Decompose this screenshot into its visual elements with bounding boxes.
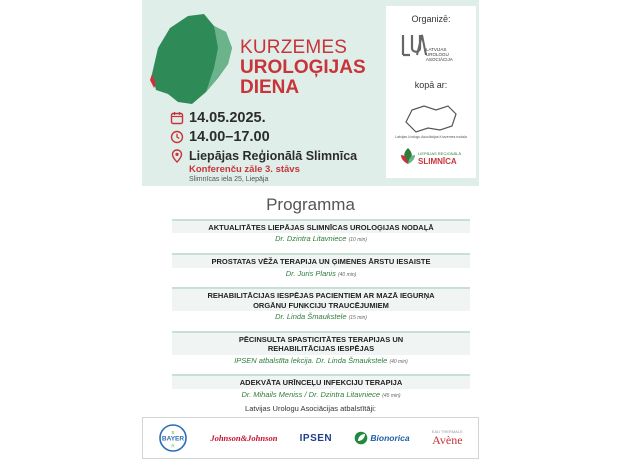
session-duration: (40 min) — [389, 358, 408, 365]
bionorica-logo — [354, 431, 409, 445]
svg-text:B: B — [171, 430, 175, 435]
bayer-logo — [158, 423, 188, 453]
bionorica-text: Bionorica — [370, 433, 410, 443]
title-line-3: DIENA — [240, 77, 300, 98]
session-speaker-row — [172, 233, 470, 246]
bionorica-leaf-icon — [354, 431, 368, 445]
session-duration: (45 min) — [382, 392, 401, 399]
session-title: PROSTATAS VĒŽA TERAPIJA UN ĢIMENES ĀRSTU IESAISTE — [172, 255, 470, 267]
session-speaker-row — [172, 268, 470, 281]
event-place-row — [170, 149, 357, 163]
program-sessions — [172, 219, 470, 408]
session-speaker-row — [172, 355, 470, 368]
event-time: 14.00–17.00 — [189, 129, 270, 145]
session-duration: (10 min) — [348, 237, 367, 244]
session-speaker: IPSEN atbalstīta lekcija. Dr. Linda Šmaukstele — [234, 355, 388, 365]
bayer-cross-icon — [158, 423, 188, 453]
session-title: PĒCINSULTA SPASTICITĀTES TERAPIJAS UN REHABILITĀCIJAS IESPĒJAS — [172, 333, 470, 355]
program-session — [172, 219, 470, 246]
hospital-logo-icon — [398, 146, 418, 166]
hospital-line-1: LIEPĀJAS REĢIONĀLĀ — [418, 151, 462, 156]
poster-header — [142, 0, 479, 186]
bayer-text: BAYER — [162, 435, 185, 443]
lv-caption: Latvijas Urologu Asociācijas Kurzemes nodaļa — [395, 135, 467, 139]
organize-label: Organizē: — [411, 14, 451, 24]
jnj-text: Johnson&Johnson — [210, 433, 278, 443]
session-speaker-row — [172, 389, 470, 402]
clock-icon — [170, 130, 184, 144]
supporters-logos — [142, 417, 479, 459]
program-session — [172, 374, 470, 401]
program-session — [172, 253, 470, 280]
session-title: AKTUALITĀTES LIEPĀJAS SLIMNĪCAS UROLOĢIJAS NODAĻĀ — [172, 221, 470, 233]
kurzeme-map-graphic — [148, 8, 238, 108]
event-date-row — [170, 110, 266, 126]
latvia-map-logo-icon — [395, 100, 467, 140]
together-label: kopā ar: — [414, 80, 448, 90]
session-speaker: Dr. Juris Planis — [285, 268, 336, 278]
program-title: Programma — [266, 195, 355, 214]
avene-logo — [432, 430, 463, 446]
session-speaker: Dr. Mihails Meniss / Dr. Dzintra Litavniece — [241, 389, 381, 399]
program-session — [172, 287, 470, 324]
avene-small-text: EAU THERMALE — [431, 429, 463, 434]
session-duration: (40 min) — [337, 271, 357, 278]
lua-logo-icon — [400, 32, 426, 58]
event-date: 14.05.2025. — [189, 110, 266, 126]
session-title: ADEKVĀTA URĪNCEĻU INFEKCIJU TERAPIJA — [172, 376, 470, 388]
session-title: REHABILITĀCIJAS IESPĒJAS PACIENTIEM AR MAZĀ IEGURŅA ORGĀNU FUNKCIJU TRAUCĒJUMIEM — [172, 289, 470, 311]
event-time-row — [170, 129, 270, 145]
session-duration: (15 min) — [348, 315, 367, 321]
organizers-panel — [386, 6, 476, 178]
ipsen-text: IPSEN — [299, 432, 333, 444]
svg-text:R: R — [171, 443, 175, 449]
session-speaker: Dr. Dzintra Litavniece — [275, 234, 347, 244]
title-line-2: UROLOĢIJAS — [240, 57, 366, 78]
event-room: Konferenču zāle 3. stāvs — [189, 164, 300, 175]
lua-name: LATVIJAS UROLOGU ASOCIĀCIJA — [426, 47, 453, 62]
avene-text: Avène — [432, 433, 463, 447]
session-speaker: Dr. Linda Šmaukstele — [275, 312, 347, 321]
supporters-label: Latvijas Urologu Asociācijas atbalstītāji: — [245, 404, 376, 413]
event-place: Liepājas Reģionālā Slimnīca — [189, 149, 358, 163]
program-session — [172, 331, 470, 368]
jnj-logo — [210, 433, 277, 443]
event-poster — [142, 0, 479, 466]
location-pin-icon — [170, 149, 184, 163]
event-address: Slimnīcas iela 25, Liepāja — [189, 176, 269, 183]
calendar-icon — [170, 111, 184, 125]
ipsen-logo — [300, 433, 333, 444]
session-speaker-row — [172, 311, 470, 324]
title-line-1: KURZEMES — [240, 37, 348, 58]
event-title — [240, 38, 366, 97]
hospital-line-2: SLIMNĪCA — [418, 157, 457, 166]
